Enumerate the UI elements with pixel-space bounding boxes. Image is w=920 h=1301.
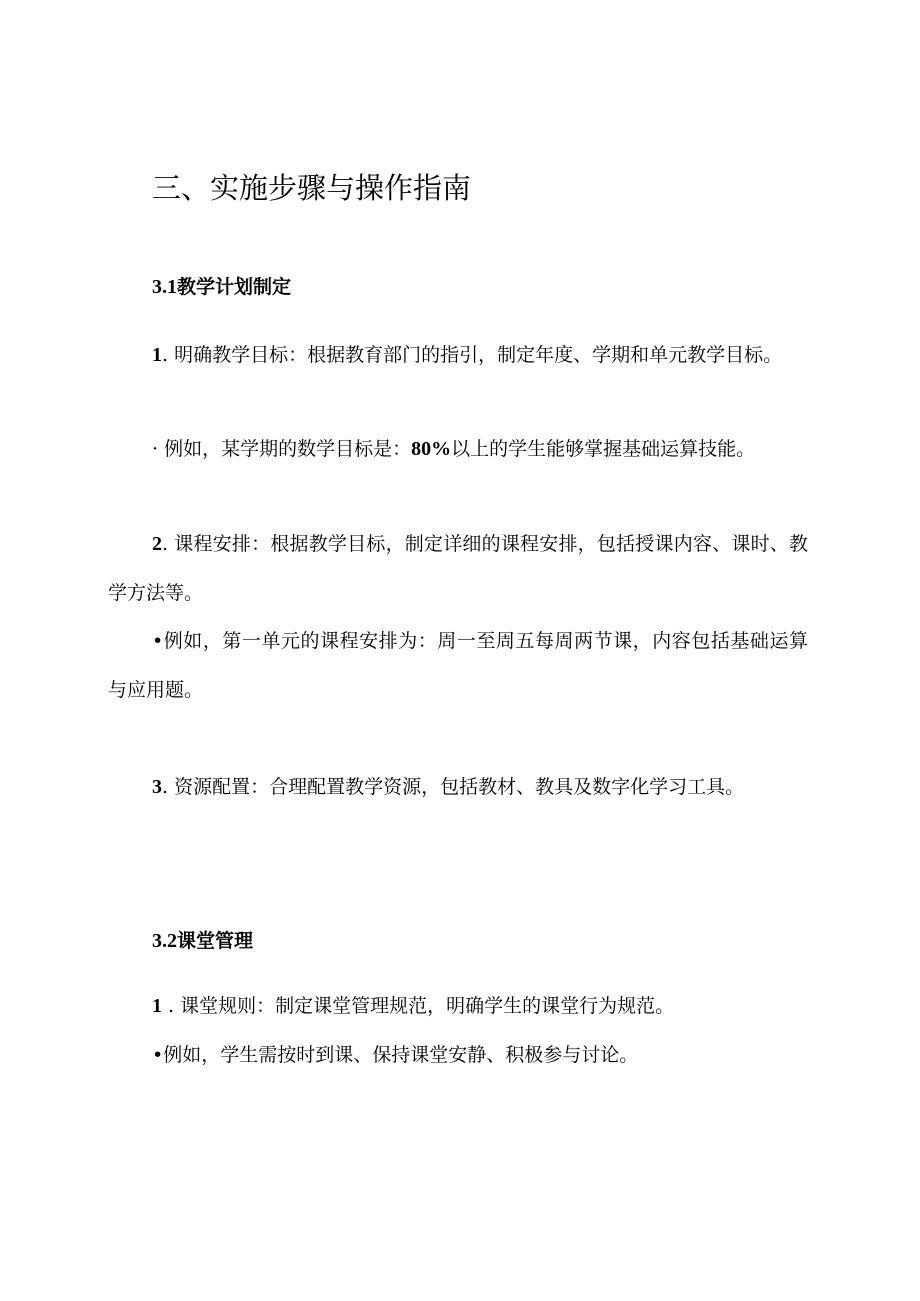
paragraph-text: 例如，学生需按时到课、保持课堂安静、积极参与讨论。	[163, 1044, 639, 1066]
paragraph-text: . 明确教学目标：根据教育部门的指引，制定年度、学期和单元教学目标。	[162, 344, 783, 366]
list-marker: 1	[152, 344, 162, 366]
paragraph-text: 例如，第一单元的课程安排为：周一至周五每周两节课，内容包括基础运算与应用题。	[108, 630, 808, 701]
bullet-marker: •	[152, 1044, 164, 1066]
bullet-marker: •	[152, 630, 164, 652]
list-marker: 2	[152, 533, 162, 555]
chapter-title: 三、实施步骤与操作指南	[152, 171, 472, 205]
bullet-marker: ·	[152, 438, 159, 460]
paragraph-classroom-rules	[108, 982, 808, 1031]
paragraph-text: . 课程安排：根据教学目标，制定详细的课程安排，包括授课内容、课时、教学方法等。	[108, 533, 808, 604]
paragraph-rules-example	[108, 1031, 808, 1080]
section-title: 教学计划制定	[177, 276, 292, 298]
paragraph-text: 以上的学生能够掌握基础运算技能。	[451, 438, 756, 460]
paragraph-text: 例如，某学期的数学目标是：	[164, 438, 412, 460]
paragraph-teaching-goals	[108, 331, 808, 380]
list-marker: 1	[152, 995, 162, 1017]
section-number: 3.1	[152, 276, 177, 298]
section-heading-3-2	[152, 926, 253, 953]
paragraph-text: . 课堂规则：制定课堂管理规范，明确学生的课堂行为规范。	[162, 995, 675, 1017]
paragraph-course-schedule	[108, 520, 808, 618]
section-heading-3-1	[152, 272, 291, 299]
section-number: 3.2	[152, 930, 177, 952]
paragraph-resource-allocation	[108, 763, 808, 812]
list-marker: 3	[152, 776, 162, 798]
paragraph-schedule-example	[108, 617, 808, 715]
section-title: 课堂管理	[177, 930, 254, 952]
paragraph-goal-example	[108, 425, 808, 474]
percentage-value: 80%	[411, 438, 452, 460]
paragraph-text: . 资源配置：合理配置教学资源，包括教材、教具及数字化学习工具。	[162, 776, 745, 798]
